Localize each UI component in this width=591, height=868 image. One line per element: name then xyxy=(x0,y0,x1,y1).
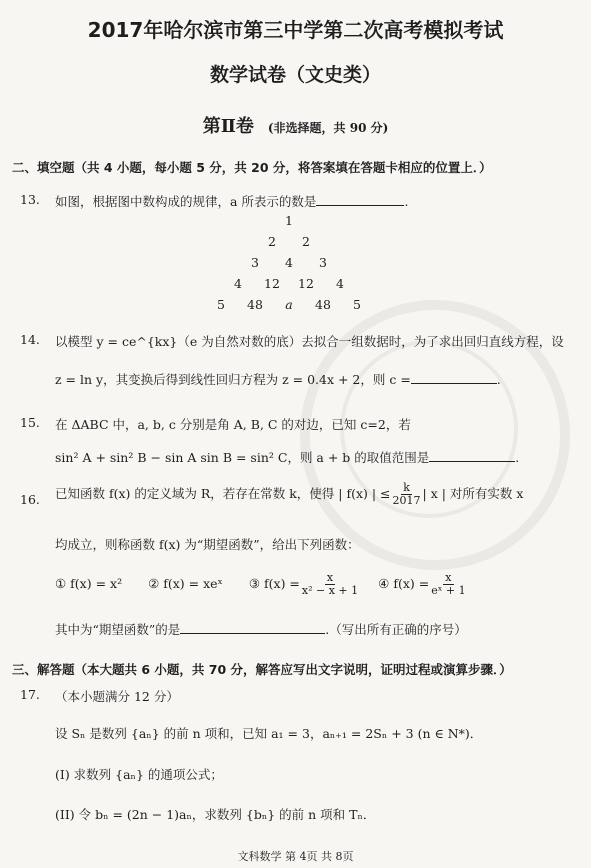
q14-line2-text: z = ln y，其变换后得到线性回归方程为 z = 0.4x + 2，则 c = xyxy=(55,372,411,387)
q16-line1 xyxy=(55,482,523,507)
q16-option-3-fraction xyxy=(302,572,358,597)
q17-line1: 设 Sₙ 是数列 {aₙ} 的前 n 项和，已知 a₁ = 3，aₙ₊₁ = 2Sₙ + 3 (n ∈ N*)． xyxy=(55,726,483,741)
q13-end: . xyxy=(404,194,409,209)
q16-option-4-fraction xyxy=(431,572,465,597)
q16-option-2: ② f(x) = xeˣ xyxy=(148,576,223,592)
section-solve-heading: 三、解答题（本大题共 6 小题，共 70 分，解答应写出文字说明，证明过程或演算步骤．） xyxy=(12,662,512,677)
volume-note: (非选择题，共 90 分) xyxy=(267,121,389,135)
q17-part1: (I) 求数列 {aₙ} 的通项公式； xyxy=(55,767,223,782)
exam-subtitle: 数学试卷（文史类） xyxy=(209,64,381,86)
q13-text xyxy=(55,192,408,210)
section-fill-in-heading: 二、填空题（共 4 小题，每小题 5 分，共 20 分，将答案填在答题卡相应的位置上．） xyxy=(12,160,492,175)
triangle-cell: 12 xyxy=(264,276,280,291)
q15-line2-text: sin² A + sin² B − sin A sin B = sin² C，则 a + b 的取值范围是 xyxy=(55,450,430,465)
q14-answer-blank[interactable] xyxy=(411,383,497,384)
q14-line2 xyxy=(55,370,501,388)
triangle-cell: 3 xyxy=(251,255,259,270)
triangle-cell: 5 xyxy=(353,297,361,312)
q16-option-3-num: x xyxy=(326,571,334,584)
q15-line1: 在 ΔABC 中，a, b, c 分别是角 A, B, C 的对边，已知 c=2，若 xyxy=(55,417,411,432)
q16-fraction xyxy=(393,482,421,507)
q17-part2: (II) 令 bₙ = (2n − 1)aₙ，求数列 {bₙ} 的前 n 项和 Tₙ． xyxy=(55,807,376,822)
q16-option-3-label: ③ f(x) = xyxy=(248,576,300,592)
q13-answer-blank[interactable] xyxy=(316,205,404,206)
q16-answer-blank[interactable] xyxy=(180,633,325,634)
q16-option-4-den: eˣ + 1 xyxy=(431,584,466,598)
q16-line1-post: | x | 对所有实数 x xyxy=(422,486,524,502)
triangle-cell: a xyxy=(285,297,293,312)
q15-line2 xyxy=(55,448,519,466)
q14-number: 14. xyxy=(20,332,40,347)
q16-option-3 xyxy=(248,571,360,598)
q16-line4-note: .（写出所有正确的序号） xyxy=(325,622,467,637)
q15-end: . xyxy=(515,450,520,465)
triangle-cell: 4 xyxy=(234,276,242,291)
q14-end: . xyxy=(496,372,501,387)
q16-number: 16. xyxy=(20,492,40,507)
q16-options xyxy=(55,572,468,597)
q16-option-4 xyxy=(378,571,467,598)
q13-number: 13. xyxy=(20,192,40,207)
q16-line4 xyxy=(55,620,467,638)
q16-frac-num: k xyxy=(403,481,410,494)
triangle-cell: 12 xyxy=(298,276,314,291)
page-footer: 文科数学 第 4页 共 8页 xyxy=(237,850,354,863)
q15-number: 15. xyxy=(20,415,40,430)
volume-label: 第Ⅱ卷 xyxy=(202,116,254,137)
q16-option-3-den: x² − x + 1 xyxy=(301,584,359,598)
triangle-cell: 5 xyxy=(217,297,225,312)
q16-line1-pre: 已知函数 f(x) 的定义域为 R，若存在常数 k，使得 | f(x) | ≤ xyxy=(55,486,391,502)
triangle-cell: 3 xyxy=(319,255,327,270)
q16-option-4-label: ④ f(x) = xyxy=(378,576,430,592)
triangle-cell: 2 xyxy=(302,234,310,249)
triangle-cell: 1 xyxy=(285,213,293,228)
q16-line2: 均成立，则称函数 f(x) 为“期望函数”，给出下列函数： xyxy=(55,537,360,552)
exam-title: 2017年哈尔滨市第三中学第二次高考模拟考试 xyxy=(87,18,504,42)
q15-answer-blank[interactable] xyxy=(429,461,515,462)
triangle-cell: 48 xyxy=(247,297,263,312)
triangle-cell: 2 xyxy=(268,234,276,249)
volume-heading xyxy=(0,112,591,138)
q17-score: （本小题满分 12 分） xyxy=(55,689,179,704)
triangle-cell: 4 xyxy=(336,276,344,291)
q16-frac-den: 2017 xyxy=(392,494,421,508)
q13-stem: 如图，根据图中数构成的规律，a 所表示的数是 xyxy=(55,194,317,209)
q16-option-4-num: x xyxy=(445,571,452,584)
q16-option-1: ① f(x) = x² xyxy=(55,576,123,592)
q17-number: 17. xyxy=(20,687,40,702)
q16-line4-text: 其中为“期望函数”的是 xyxy=(55,622,181,637)
triangle-cell: 4 xyxy=(285,255,293,270)
q14-line1: 以模型 y = ce^{kx}（e 为自然对数的底）去拟合一组数据时，为了求出回归直线方程，设 xyxy=(55,334,564,349)
triangle-cell: 48 xyxy=(315,297,331,312)
